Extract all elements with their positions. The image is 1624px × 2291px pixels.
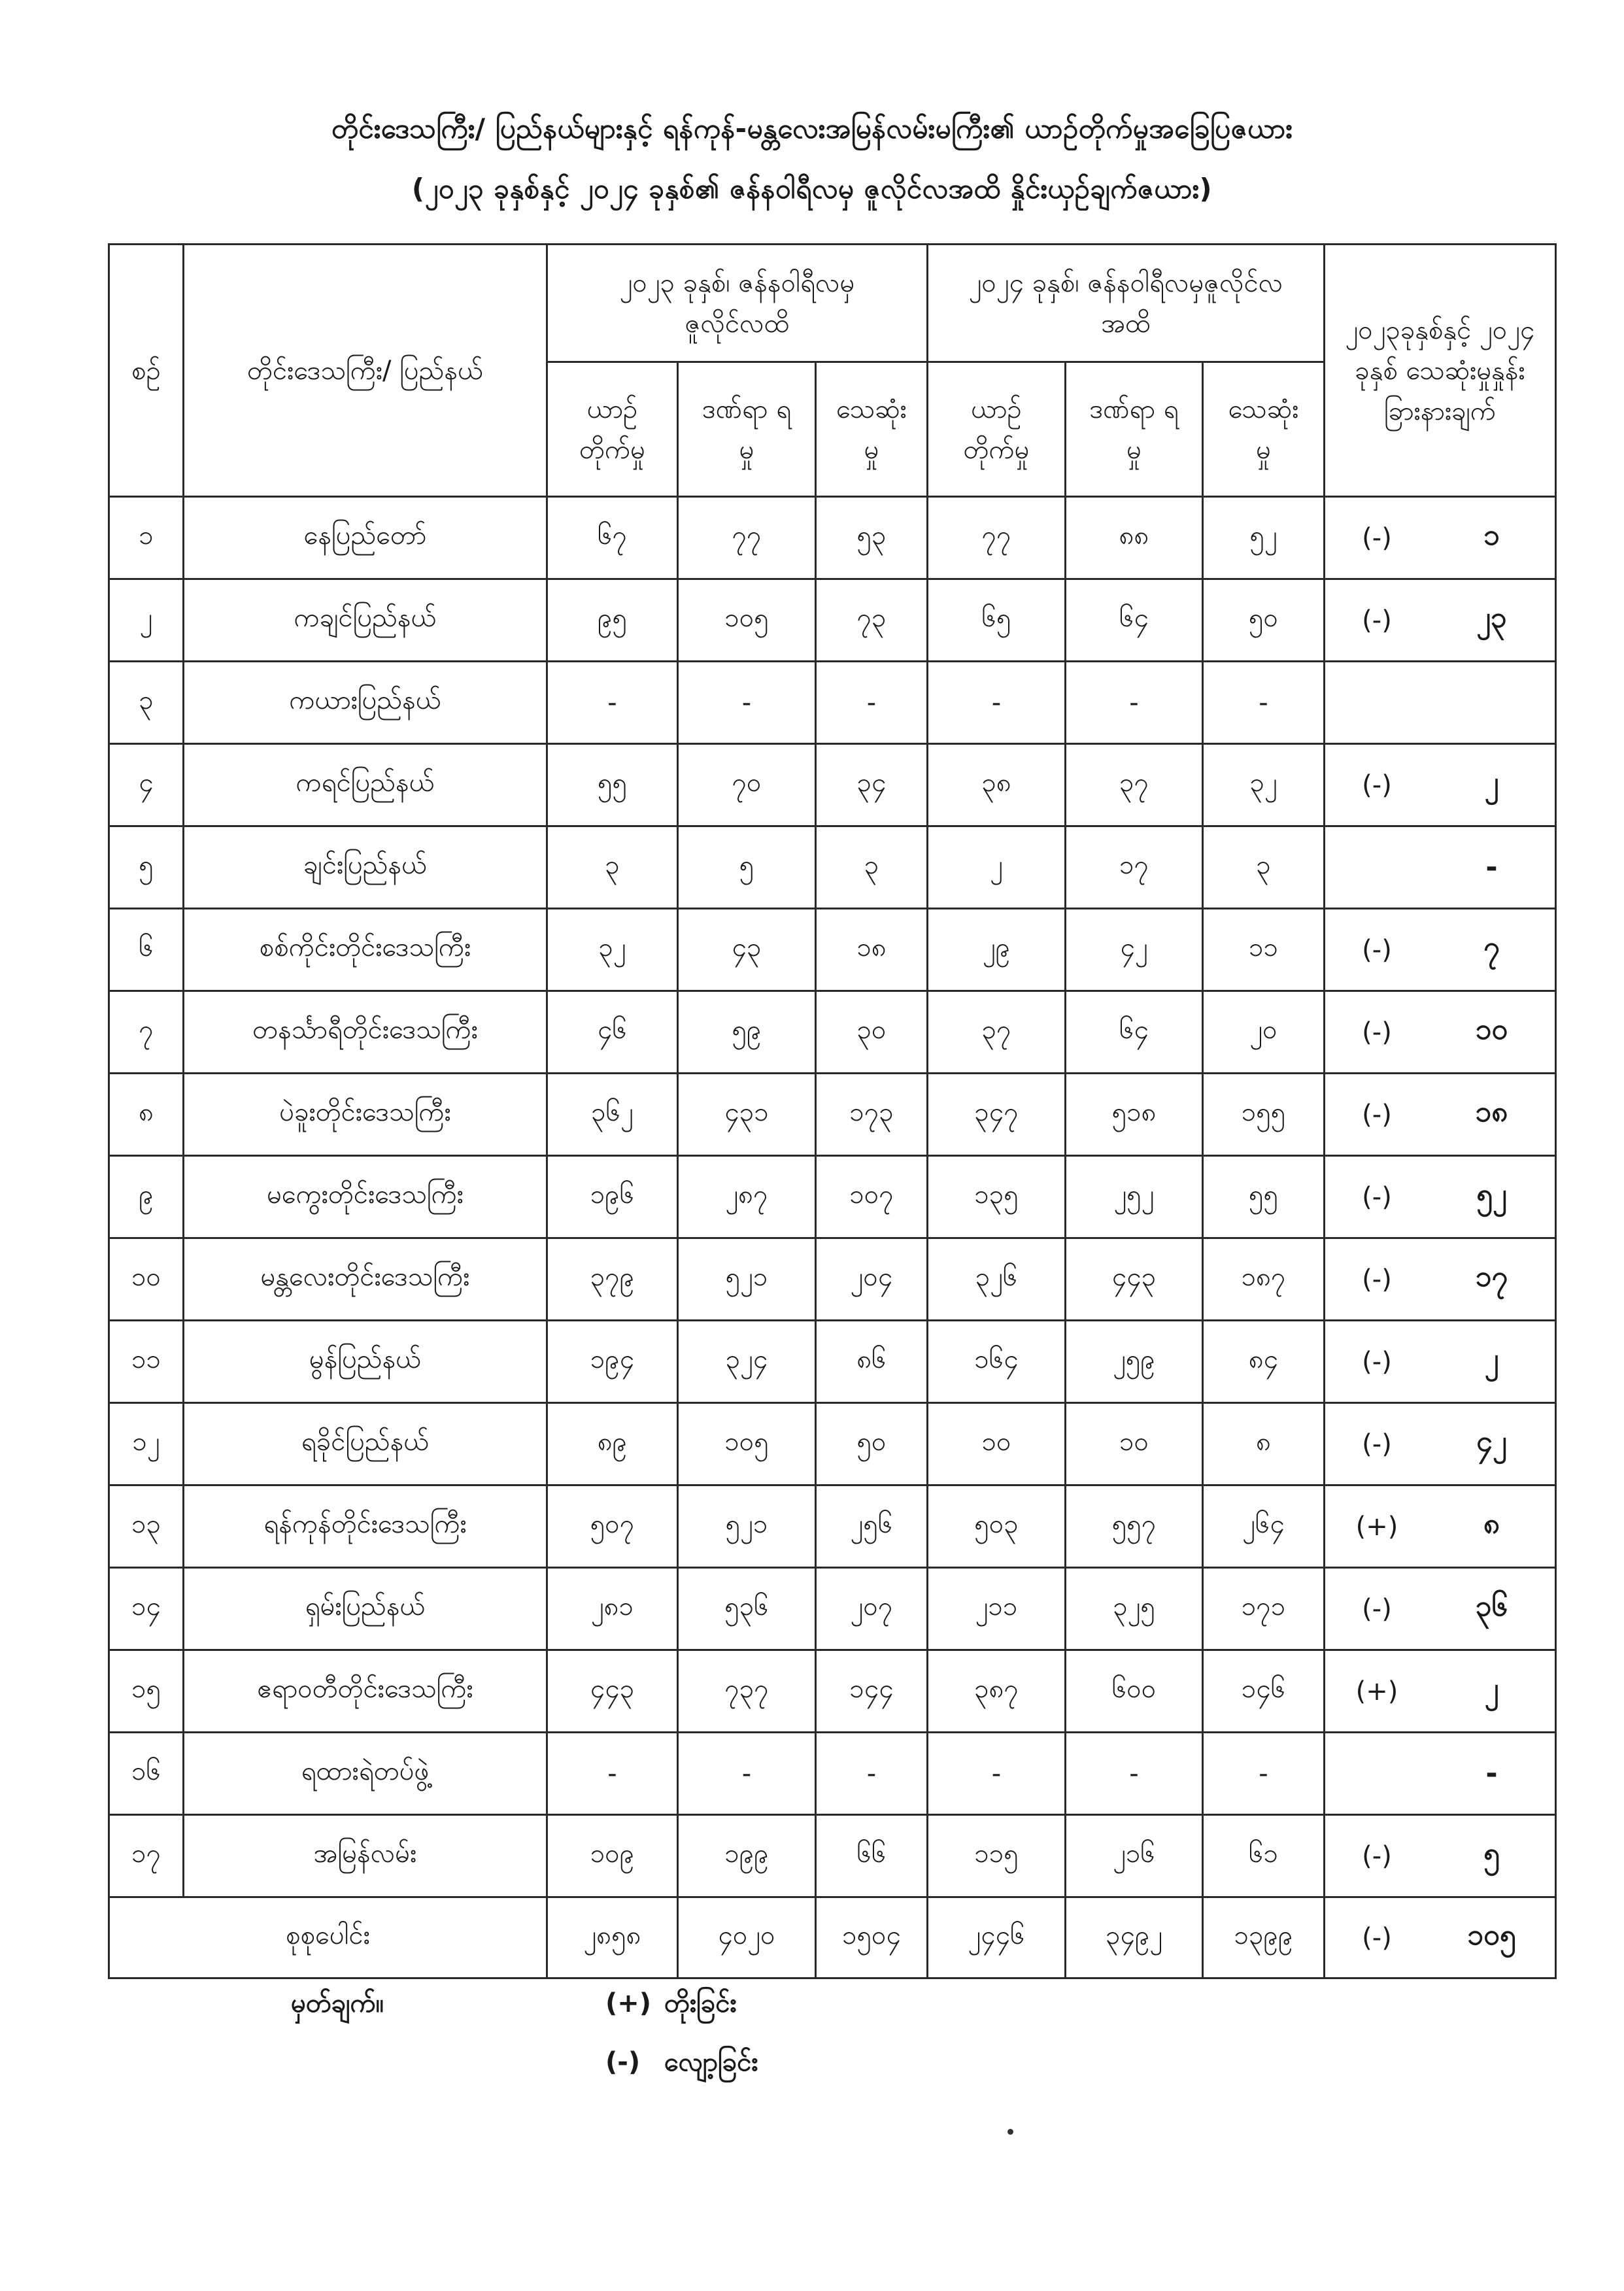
row-difference-value: ၃၆ — [1475, 1589, 1508, 1623]
row-injured-2023: ၄၃ — [678, 909, 816, 991]
table-row — [109, 497, 1556, 579]
row-difference-sign: (-) — [1362, 1264, 1392, 1295]
row-deaths-2024: ၁၇၁ — [1203, 1568, 1325, 1650]
row-deaths-2024: ၁၅၅ — [1203, 1074, 1325, 1156]
row-accidents-2024: ၂ — [928, 826, 1066, 909]
row-accidents-2023: ၆၇ — [547, 497, 678, 579]
table-row — [109, 991, 1556, 1074]
row-number: ၁၁ — [109, 1321, 184, 1403]
table-row — [109, 1403, 1556, 1485]
table-row — [109, 826, 1556, 909]
row-difference-cell — [1325, 1321, 1556, 1403]
row-deaths-2023: ၁၈ — [816, 909, 928, 991]
row-difference-value: - — [1485, 851, 1498, 884]
row-region: ဧရာဝတီတိုင်းဒေသကြီး — [184, 1650, 547, 1733]
row-injured-2024: ၂၅၉ — [1066, 1321, 1203, 1403]
row-difference-cell — [1325, 497, 1556, 579]
row-number: ၅ — [109, 826, 184, 909]
row-number: ၁၀ — [109, 1238, 184, 1321]
total-accidents-2024: ၂၄၄၆ — [928, 1897, 1066, 1978]
table-row — [109, 744, 1556, 826]
document-subtitle: (၂၀၂၃ ခုနှစ်နှင့် ၂၀၂၄ ခုနှစ်၏ ဇန်နဝါရီလမှ ဇူလိုင်လအထိ နှိုင်းယှဉ်ချက်ဇယား) — [411, 173, 1213, 205]
legend-minus-symbol: (-) — [605, 2047, 641, 2077]
row-deaths-2023: ၃၀ — [816, 991, 928, 1074]
row-difference-sign: (-) — [1362, 1017, 1392, 1047]
row-difference-value: ၁၇ — [1475, 1259, 1508, 1293]
row-injured-2023: ၅ — [678, 826, 816, 909]
row-difference-value: ၂ — [1484, 1671, 1499, 1705]
table-row — [109, 1238, 1556, 1321]
row-injured-2024: ၆၀၀ — [1066, 1650, 1203, 1733]
row-accidents-2024: ၂၁၁ — [928, 1568, 1066, 1650]
row-difference-cell — [1325, 1733, 1556, 1815]
row-region: ရခိုင်ပြည်နယ် — [184, 1403, 547, 1485]
row-injured-2024: - — [1066, 1733, 1203, 1815]
row-difference-sign: (+) — [1355, 1676, 1398, 1706]
row-region: ကရင်ပြည်နယ် — [184, 744, 547, 826]
table-row — [109, 1568, 1556, 1650]
row-deaths-2023: ၅၀ — [816, 1403, 928, 1485]
note-label: မှတ်ချက်။ — [291, 1988, 384, 2018]
row-deaths-2024: ၅၂ — [1203, 497, 1325, 579]
row-difference-sign: (-) — [1362, 1181, 1392, 1212]
row-accidents-2024: ၅၀၃ — [928, 1485, 1066, 1568]
row-difference-value: ၇ — [1483, 930, 1500, 964]
row-deaths-2023: ၃၄ — [816, 744, 928, 826]
row-accidents-2023: ၅၀၇ — [547, 1485, 678, 1568]
total-difference-value: ၁၀၅ — [1467, 1918, 1516, 1952]
row-region: မကွေးတိုင်းဒေသကြီး — [184, 1156, 547, 1238]
row-accidents-2023: ၁၀၉ — [547, 1815, 678, 1897]
header-difference: ၂၀၂၃ခုနှစ်နှင့် ၂၀၂၄ ခုနှစ် သေဆုံးမှုနှုန်း ခြားနားချက် — [1325, 245, 1556, 497]
row-deaths-2023: ၁၀၇ — [816, 1156, 928, 1238]
row-difference-cell — [1325, 826, 1556, 909]
row-accidents-2024: ၁၀ — [928, 1403, 1066, 1485]
row-injured-2024: - — [1066, 662, 1203, 744]
row-injured-2023: ၁၀၅ — [678, 1403, 816, 1485]
header-no: စဉ် — [109, 245, 184, 497]
row-difference-sign: (-) — [1362, 770, 1392, 800]
row-injured-2023: ၅၉ — [678, 991, 816, 1074]
legend-plus-symbol: (+) — [605, 1988, 652, 2018]
row-accidents-2023: - — [547, 662, 678, 744]
row-injured-2023: ၃၂၄ — [678, 1321, 816, 1403]
total-injured-2024: ၃၄၉၂ — [1066, 1897, 1203, 1978]
row-difference-sign: (-) — [1362, 1099, 1392, 1130]
row-injured-2024: ၆၄ — [1066, 991, 1203, 1074]
row-number: ၁ — [109, 497, 184, 579]
row-deaths-2024: ၂၀ — [1203, 991, 1325, 1074]
total-difference-cell — [1325, 1897, 1556, 1978]
row-injured-2023: ၁၀၅ — [678, 579, 816, 662]
row-difference-sign: (-) — [1362, 934, 1392, 965]
header-deaths-2024: သေဆုံး မှု — [1203, 362, 1325, 497]
row-accidents-2024: ၁၃၅ — [928, 1156, 1066, 1238]
row-accidents-2023: ၁၉၄ — [547, 1321, 678, 1403]
table-row — [109, 1815, 1556, 1897]
row-injured-2024: ၅၁၈ — [1066, 1074, 1203, 1156]
row-injured-2023: ၇၇ — [678, 497, 816, 579]
row-region: ချင်းပြည်နယ် — [184, 826, 547, 909]
row-accidents-2024: ၁၆၄ — [928, 1321, 1066, 1403]
row-number: ၂ — [109, 579, 184, 662]
header-region: တိုင်းဒေသကြီး/ ပြည်နယ် — [184, 245, 547, 497]
row-region: ရှမ်းပြည်နယ် — [184, 1568, 547, 1650]
row-number: ၁၇ — [109, 1815, 184, 1897]
row-accidents-2023: ၁၉၆ — [547, 1156, 678, 1238]
row-difference-sign: (+) — [1355, 1511, 1398, 1542]
table-row — [109, 1485, 1556, 1568]
row-difference-sign: (-) — [1362, 1346, 1392, 1377]
row-difference-cell — [1325, 744, 1556, 826]
row-number: ၁၂ — [109, 1403, 184, 1485]
row-difference-sign: (-) — [1362, 1841, 1392, 1871]
row-number: ၉ — [109, 1156, 184, 1238]
total-label: စုစုပေါင်း — [109, 1897, 547, 1978]
row-deaths-2024: ၈ — [1203, 1403, 1325, 1485]
row-region: ပဲခူးတိုင်းဒေသကြီး — [184, 1074, 547, 1156]
row-deaths-2023: ၃ — [816, 826, 928, 909]
row-difference-cell — [1325, 991, 1556, 1074]
row-injured-2023: ၂၈၇ — [678, 1156, 816, 1238]
row-region: ရထားရဲတပ်ဖွဲ့ — [184, 1733, 547, 1815]
row-accidents-2024: ၂၉ — [928, 909, 1066, 991]
accident-table — [108, 243, 1557, 1979]
row-injured-2023: ၅၃၆ — [678, 1568, 816, 1650]
header-period-2024: ၂၀၂၄ ခုနှစ်၊ ဇန်နဝါရီလမှဇူလိုင်လအထိ — [928, 245, 1325, 362]
row-injured-2023: ၇၀ — [678, 744, 816, 826]
total-row — [109, 1897, 1556, 1978]
row-accidents-2023: ၃၆၂ — [547, 1074, 678, 1156]
row-difference-cell — [1325, 1815, 1556, 1897]
row-accidents-2024: ၁၁၅ — [928, 1815, 1066, 1897]
row-injured-2024: ၂၁၆ — [1066, 1815, 1203, 1897]
total-injured-2023: ၄၀၂၀ — [678, 1897, 816, 1978]
header-deaths-2023: သေဆုံး မှု — [816, 362, 928, 497]
row-difference-sign: (-) — [1362, 605, 1392, 636]
row-difference-cell — [1325, 1485, 1556, 1568]
row-accidents-2023: ၉၅ — [547, 579, 678, 662]
row-difference-value: ၂၃ — [1476, 600, 1507, 634]
table-row — [109, 1156, 1556, 1238]
row-accidents-2024: ၇၇ — [928, 497, 1066, 579]
row-deaths-2023: - — [816, 1733, 928, 1815]
table-row — [109, 579, 1556, 662]
row-injured-2024: ၈၈ — [1066, 497, 1203, 579]
row-deaths-2024: ၃၂ — [1203, 744, 1325, 826]
row-region: ကချင်ပြည်နယ် — [184, 579, 547, 662]
row-accidents-2024: ၃၈၇ — [928, 1650, 1066, 1733]
row-deaths-2024: ၅၅ — [1203, 1156, 1325, 1238]
total-difference-sign: (-) — [1362, 1922, 1392, 1953]
row-deaths-2023: ၅၃ — [816, 497, 928, 579]
row-difference-value: - — [1485, 1757, 1498, 1790]
row-injured-2024: ၆၄ — [1066, 579, 1203, 662]
row-deaths-2024: ၈၄ — [1203, 1321, 1325, 1403]
row-deaths-2023: ၆၆ — [816, 1815, 928, 1897]
table-row — [109, 1074, 1556, 1156]
row-accidents-2023: ၃၇၉ — [547, 1238, 678, 1321]
row-accidents-2024: ၃၇ — [928, 991, 1066, 1074]
row-injured-2023: ၄၃၁ — [678, 1074, 816, 1156]
row-injured-2024: ၄၂ — [1066, 909, 1203, 991]
row-difference-value: ၂ — [1484, 765, 1499, 799]
row-difference-value: ၂ — [1484, 1342, 1499, 1376]
table-row — [109, 1650, 1556, 1733]
row-accidents-2024: ၃၄၇ — [928, 1074, 1066, 1156]
row-accidents-2024: - — [928, 1733, 1066, 1815]
row-region: အမြန်လမ်း — [184, 1815, 547, 1897]
row-injured-2023: ၅၂၁ — [678, 1485, 816, 1568]
row-number: ၁၆ — [109, 1733, 184, 1815]
row-difference-cell — [1325, 909, 1556, 991]
row-injured-2023: - — [678, 662, 816, 744]
row-accidents-2023: ၂၈၁ — [547, 1568, 678, 1650]
row-difference-value: ၁၀ — [1475, 1012, 1508, 1046]
row-deaths-2024: ၁၈၇ — [1203, 1238, 1325, 1321]
stray-mark — [1007, 2129, 1013, 2135]
row-difference-cell — [1325, 1650, 1556, 1733]
row-deaths-2023: ၁၄၄ — [816, 1650, 928, 1733]
row-deaths-2024: ၁၁ — [1203, 909, 1325, 991]
table-row — [109, 1321, 1556, 1403]
row-deaths-2023: ၂၅၆ — [816, 1485, 928, 1568]
header-injured-2023: ဒဏ်ရာ ရမှု — [678, 362, 816, 497]
row-deaths-2023: ၁၇၃ — [816, 1074, 928, 1156]
row-deaths-2024: - — [1203, 662, 1325, 744]
total-deaths-2024: ၁၃၉၉ — [1203, 1897, 1325, 1978]
row-deaths-2023: ၂၀၄ — [816, 1238, 928, 1321]
header-accidents-2023: ယာဉ် တိုက်မှု — [547, 362, 678, 497]
row-injured-2023: ၇၃၇ — [678, 1650, 816, 1733]
row-difference-cell — [1325, 1238, 1556, 1321]
row-number: ၁၅ — [109, 1650, 184, 1733]
row-injured-2024: ၁၇ — [1066, 826, 1203, 909]
row-injured-2024: ၃၂၅ — [1066, 1568, 1203, 1650]
row-difference-value: ၅၂ — [1476, 1177, 1507, 1211]
table-row — [109, 662, 1556, 744]
row-difference-cell — [1325, 1156, 1556, 1238]
row-accidents-2024: ၃၈ — [928, 744, 1066, 826]
row-injured-2024: ၄၄၃ — [1066, 1238, 1203, 1321]
row-accidents-2024: ၆၅ — [928, 579, 1066, 662]
row-difference-value: ၁ — [1483, 518, 1500, 552]
row-injured-2024: ၁၀ — [1066, 1403, 1203, 1485]
row-difference-value: ၅ — [1483, 1836, 1500, 1870]
row-region: မွန်ပြည်နယ် — [184, 1321, 547, 1403]
row-number: ၄ — [109, 744, 184, 826]
legend-decrease — [605, 2045, 758, 2084]
row-accidents-2023: ၄၄၃ — [547, 1650, 678, 1733]
row-deaths-2023: ၂၀၇ — [816, 1568, 928, 1650]
row-accidents-2023: ၅၅ — [547, 744, 678, 826]
row-region: တနင်္သာရီတိုင်းဒေသကြီး — [184, 991, 547, 1074]
row-deaths-2024: ၅၀ — [1203, 579, 1325, 662]
row-number: ၆ — [109, 909, 184, 991]
row-difference-sign: (-) — [1362, 522, 1392, 553]
row-difference-cell — [1325, 579, 1556, 662]
row-region: စစ်ကိုင်းတိုင်းဒေသကြီး — [184, 909, 547, 991]
row-difference-cell — [1325, 1074, 1556, 1156]
row-number: ၈ — [109, 1074, 184, 1156]
row-injured-2023: ၁၉၉ — [678, 1815, 816, 1897]
row-deaths-2024: ၁၄၆ — [1203, 1650, 1325, 1733]
row-difference-value: ၁၈ — [1475, 1095, 1508, 1129]
table-row — [109, 909, 1556, 991]
row-number: ၁၄ — [109, 1568, 184, 1650]
legend-plus-text: တိုးခြင်း — [664, 1988, 737, 2018]
row-difference-cell — [1325, 1403, 1556, 1485]
row-injured-2024: ၂၅၂ — [1066, 1156, 1203, 1238]
row-injured-2024: ၅၅၇ — [1066, 1485, 1203, 1568]
total-deaths-2023: ၁၅၀၄ — [816, 1897, 928, 1978]
header-accidents-2024: ယာဉ် တိုက်မှု — [928, 362, 1066, 497]
row-region: ရန်ကုန်တိုင်းဒေသကြီး — [184, 1485, 547, 1568]
row-difference-value: ၄၂ — [1476, 1424, 1507, 1458]
row-difference-sign: (-) — [1362, 1429, 1392, 1459]
legend-minus-text: လျော့ခြင်း — [664, 2047, 758, 2077]
header-injured-2024: ဒဏ်ရာ ရမှု — [1066, 362, 1203, 497]
row-number: ၃ — [109, 662, 184, 744]
row-deaths-2024: ၆၁ — [1203, 1815, 1325, 1897]
row-deaths-2024: - — [1203, 1733, 1325, 1815]
row-difference-sign: (-) — [1362, 1593, 1392, 1624]
row-region: ကယားပြည်နယ် — [184, 662, 547, 744]
document-title: တိုင်းဒေသကြီး/ ပြည်နယ်များနှင့် ရန်ကုန်-မန္တလေးအမြန်လမ်းမကြီး၏ ယာဉ်တိုက်မှုအခြေပြဇယား — [331, 112, 1293, 144]
row-deaths-2023: - — [816, 662, 928, 744]
row-injured-2024: ၃၇ — [1066, 744, 1203, 826]
row-accidents-2023: ၃ — [547, 826, 678, 909]
row-deaths-2024: ၃ — [1203, 826, 1325, 909]
row-injured-2023: - — [678, 1733, 816, 1815]
row-accidents-2023: ၃၂ — [547, 909, 678, 991]
row-injured-2023: ၅၂၁ — [678, 1238, 816, 1321]
row-accidents-2023: ၈၉ — [547, 1403, 678, 1485]
row-region: နေပြည်တော် — [184, 497, 547, 579]
row-region: မန္တလေးတိုင်းဒေသကြီး — [184, 1238, 547, 1321]
row-deaths-2023: ၇၃ — [816, 579, 928, 662]
total-accidents-2023: ၂၈၅၈ — [547, 1897, 678, 1978]
row-accidents-2024: - — [928, 662, 1066, 744]
table-row — [109, 1733, 1556, 1815]
row-accidents-2024: ၃၂၆ — [928, 1238, 1066, 1321]
row-difference-cell — [1325, 662, 1556, 744]
legend-increase — [605, 1986, 737, 2025]
row-difference-value: ၈ — [1483, 1506, 1500, 1540]
row-number: ၁၃ — [109, 1485, 184, 1568]
row-accidents-2023: - — [547, 1733, 678, 1815]
row-deaths-2023: ၈၆ — [816, 1321, 928, 1403]
header-period-2023: ၂၀၂၃ ခုနှစ်၊ ဇန်နဝါရီလမှ ဇူလိုင်လထိ — [547, 245, 928, 362]
row-difference-cell — [1325, 1568, 1556, 1650]
row-deaths-2024: ၂၆၄ — [1203, 1485, 1325, 1568]
row-accidents-2023: ၄၆ — [547, 991, 678, 1074]
row-number: ၇ — [109, 991, 184, 1074]
